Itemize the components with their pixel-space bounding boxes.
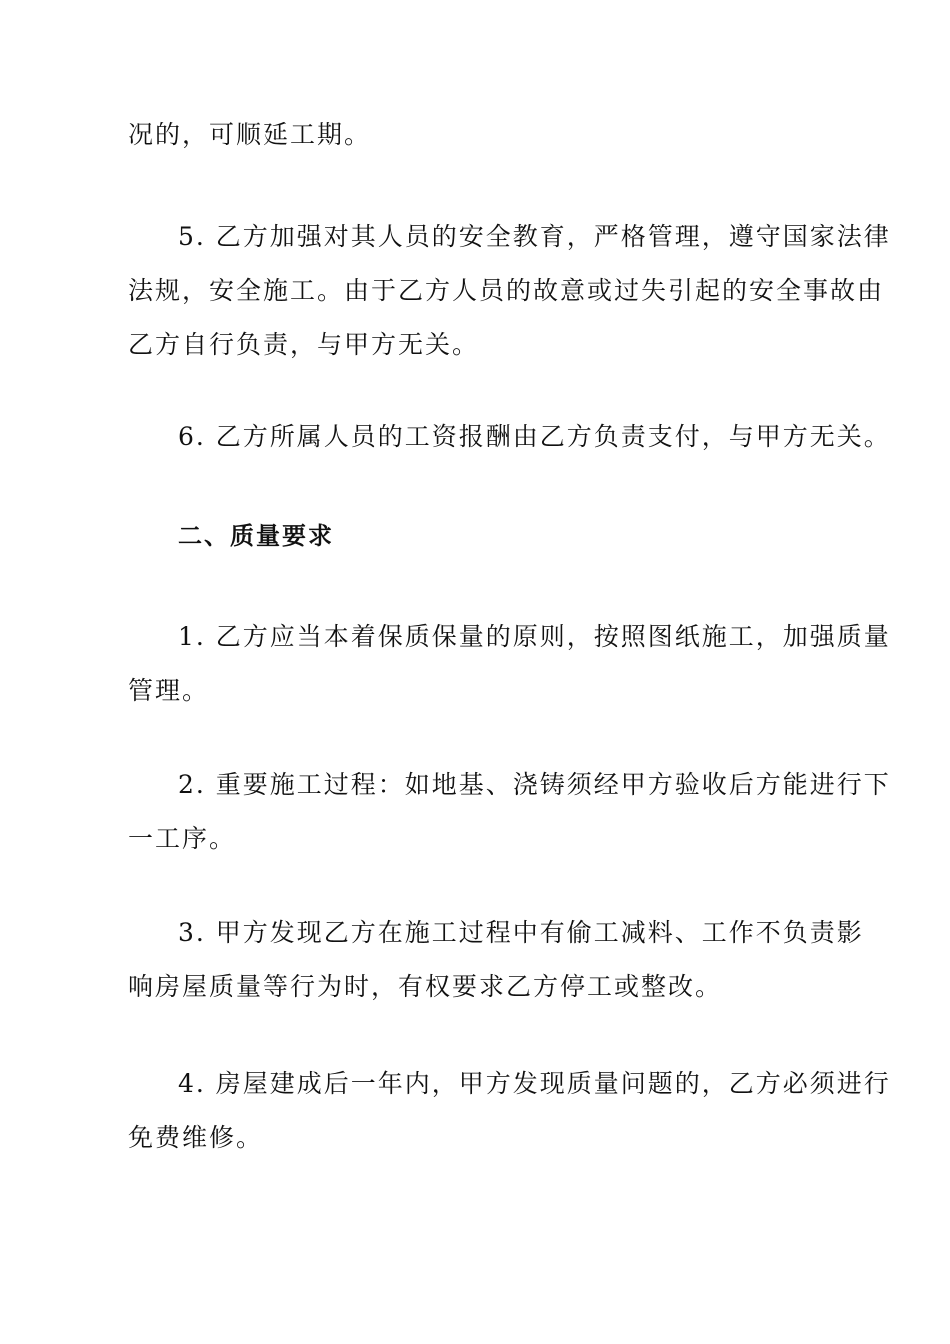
text-line: 免费维修。 [128,1123,264,1152]
text-line: 3. 甲方发现乙方在施工过程中有偷工减料、工作不负责影 [178,918,864,947]
paragraph-item-5 [128,210,891,372]
paragraph-continuation [128,108,828,162]
paragraph-quality-1 [128,610,891,718]
text-line: 管理。 [128,676,210,705]
text-line: 6. 乙方所属人员的工资报酬由乙方负责支付，与甲方无关。 [178,422,891,451]
text-line: 乙方自行负责，与甲方无关。 [128,330,480,359]
paragraph-item-6 [128,410,891,464]
paragraph-quality-2 [128,758,891,866]
text-line: 法规，安全施工。由于乙方人员的故意或过失引起的安全事故由 [128,276,885,305]
section-heading: 二、质量要求 [178,522,334,550]
text-line: 响房屋质量等行为时，有权要求乙方停工或整改。 [128,972,723,1001]
text-line: 况的，可顺延工期。 [128,120,372,149]
paragraph-quality-3 [128,906,864,1014]
text-line: 一工序。 [128,824,237,853]
text-line: 4. 房屋建成后一年内，甲方发现质量问题的，乙方必须进行 [178,1069,891,1098]
paragraph-quality-4 [128,1057,891,1165]
text-line: 2. 重要施工过程：如地基、浇铸须经甲方验收后方能进行下 [178,770,891,799]
text-line: 5. 乙方加强对其人员的安全教育，严格管理，遵守国家法律 [178,222,891,251]
text-line: 1. 乙方应当本着保质保量的原则，按照图纸施工，加强质量 [178,622,891,651]
